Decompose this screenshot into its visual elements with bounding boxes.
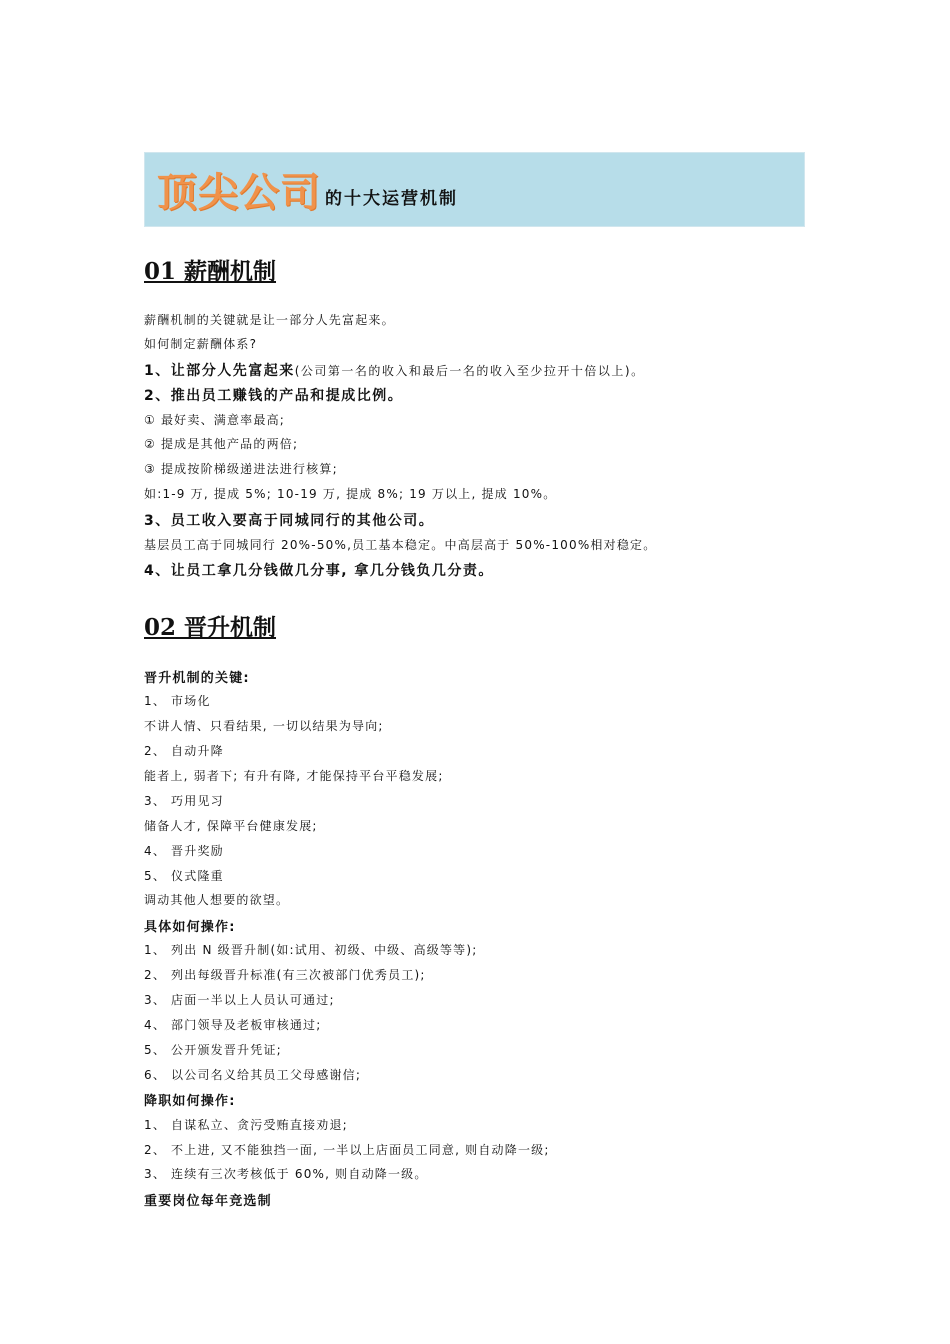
list-item: 4、 部门领导及老板审核通过;	[144, 1018, 322, 1032]
sub-item: ② 提成是其他产品的两倍;	[144, 437, 299, 451]
list-item-bold: 1、让部分人先富起来	[144, 363, 295, 379]
list-item: 3、 店面一半以上人员认可通过;	[144, 993, 335, 1007]
sub-item: ① 最好卖、满意率最高;	[144, 413, 286, 427]
list-item: 1、 自谋私立、贪污受贿直接劝退;	[144, 1118, 348, 1132]
paragraph: 如何制定薪酬体系?	[144, 337, 258, 351]
banner-title-large: 顶尖公司	[157, 170, 321, 216]
list-item: 4、 晋升奖励	[144, 844, 224, 858]
list-item: 2、推出员工赚钱的产品和提成比例。	[144, 388, 404, 404]
list-item: 1、 市场化	[144, 694, 211, 708]
title-banner	[144, 152, 805, 227]
list-item: 2、 列出每级晋升标准(有三次被部门优秀员工);	[144, 968, 426, 982]
list-item: 2、 自动升降	[144, 744, 224, 758]
list-item: 5、 公开颁发晋升凭证;	[144, 1043, 282, 1057]
paragraph: 储备人才, 保障平台健康发展;	[144, 819, 318, 833]
list-item	[144, 360, 645, 380]
section-heading-salary: 01 薪酬机制	[144, 258, 277, 285]
paragraph: 如:1-9 万, 提成 5%; 10-19 万, 提成 8%; 19 万以上, 提成 10%。	[144, 487, 557, 501]
paragraph: 能者上, 弱者下; 有升有降, 才能保持平台平稳发展;	[144, 769, 444, 783]
list-item: 4、让员工拿几分钱做几分事, 拿几分钱负几分责。	[144, 563, 494, 579]
paragraph: 基层员工高于同城同行 20%-50%,员工基本稳定。中高层高于 50%-100%相对稳定。	[144, 538, 657, 552]
list-item: 6、 以公司名义给其员工父母感谢信;	[144, 1068, 362, 1082]
paragraph: 薪酬机制的关键就是让一部分人先富起来。	[144, 313, 395, 327]
subheading: 降职如何操作:	[144, 1094, 236, 1109]
subheading: 晋升机制的关键:	[144, 671, 250, 686]
list-item: 3、 巧用见习	[144, 794, 224, 808]
banner-title-small: 的十大运营机制	[325, 189, 458, 209]
list-item: 1、 列出 N 级晋升制(如:试用、初级、中级、高级等等);	[144, 943, 478, 957]
list-item: 3、 连续有三次考核低于 60%, 则自动降一级。	[144, 1167, 428, 1181]
list-item: 5、 仪式隆重	[144, 869, 224, 883]
paragraph: 不讲人情、只看结果, 一切以结果为导向;	[144, 719, 384, 733]
list-item: 3、员工收入要高于同城同行的其他公司。	[144, 513, 435, 529]
subheading: 重要岗位每年竞选制	[144, 1194, 272, 1209]
sub-item: ③ 提成按阶梯级递进法进行核算;	[144, 462, 338, 476]
list-item-note: (公司第一名的收入和最后一名的收入至少拉开十倍以上)。	[294, 364, 645, 378]
paragraph: 调动其他人想要的欲望。	[144, 893, 290, 907]
list-item: 2、 不上进, 又不能独挡一面, 一半以上店面员工同意, 则自动降一级;	[144, 1143, 550, 1157]
subheading: 具体如何操作:	[144, 920, 236, 935]
section-heading-promotion: 02 晋升机制	[144, 614, 277, 641]
